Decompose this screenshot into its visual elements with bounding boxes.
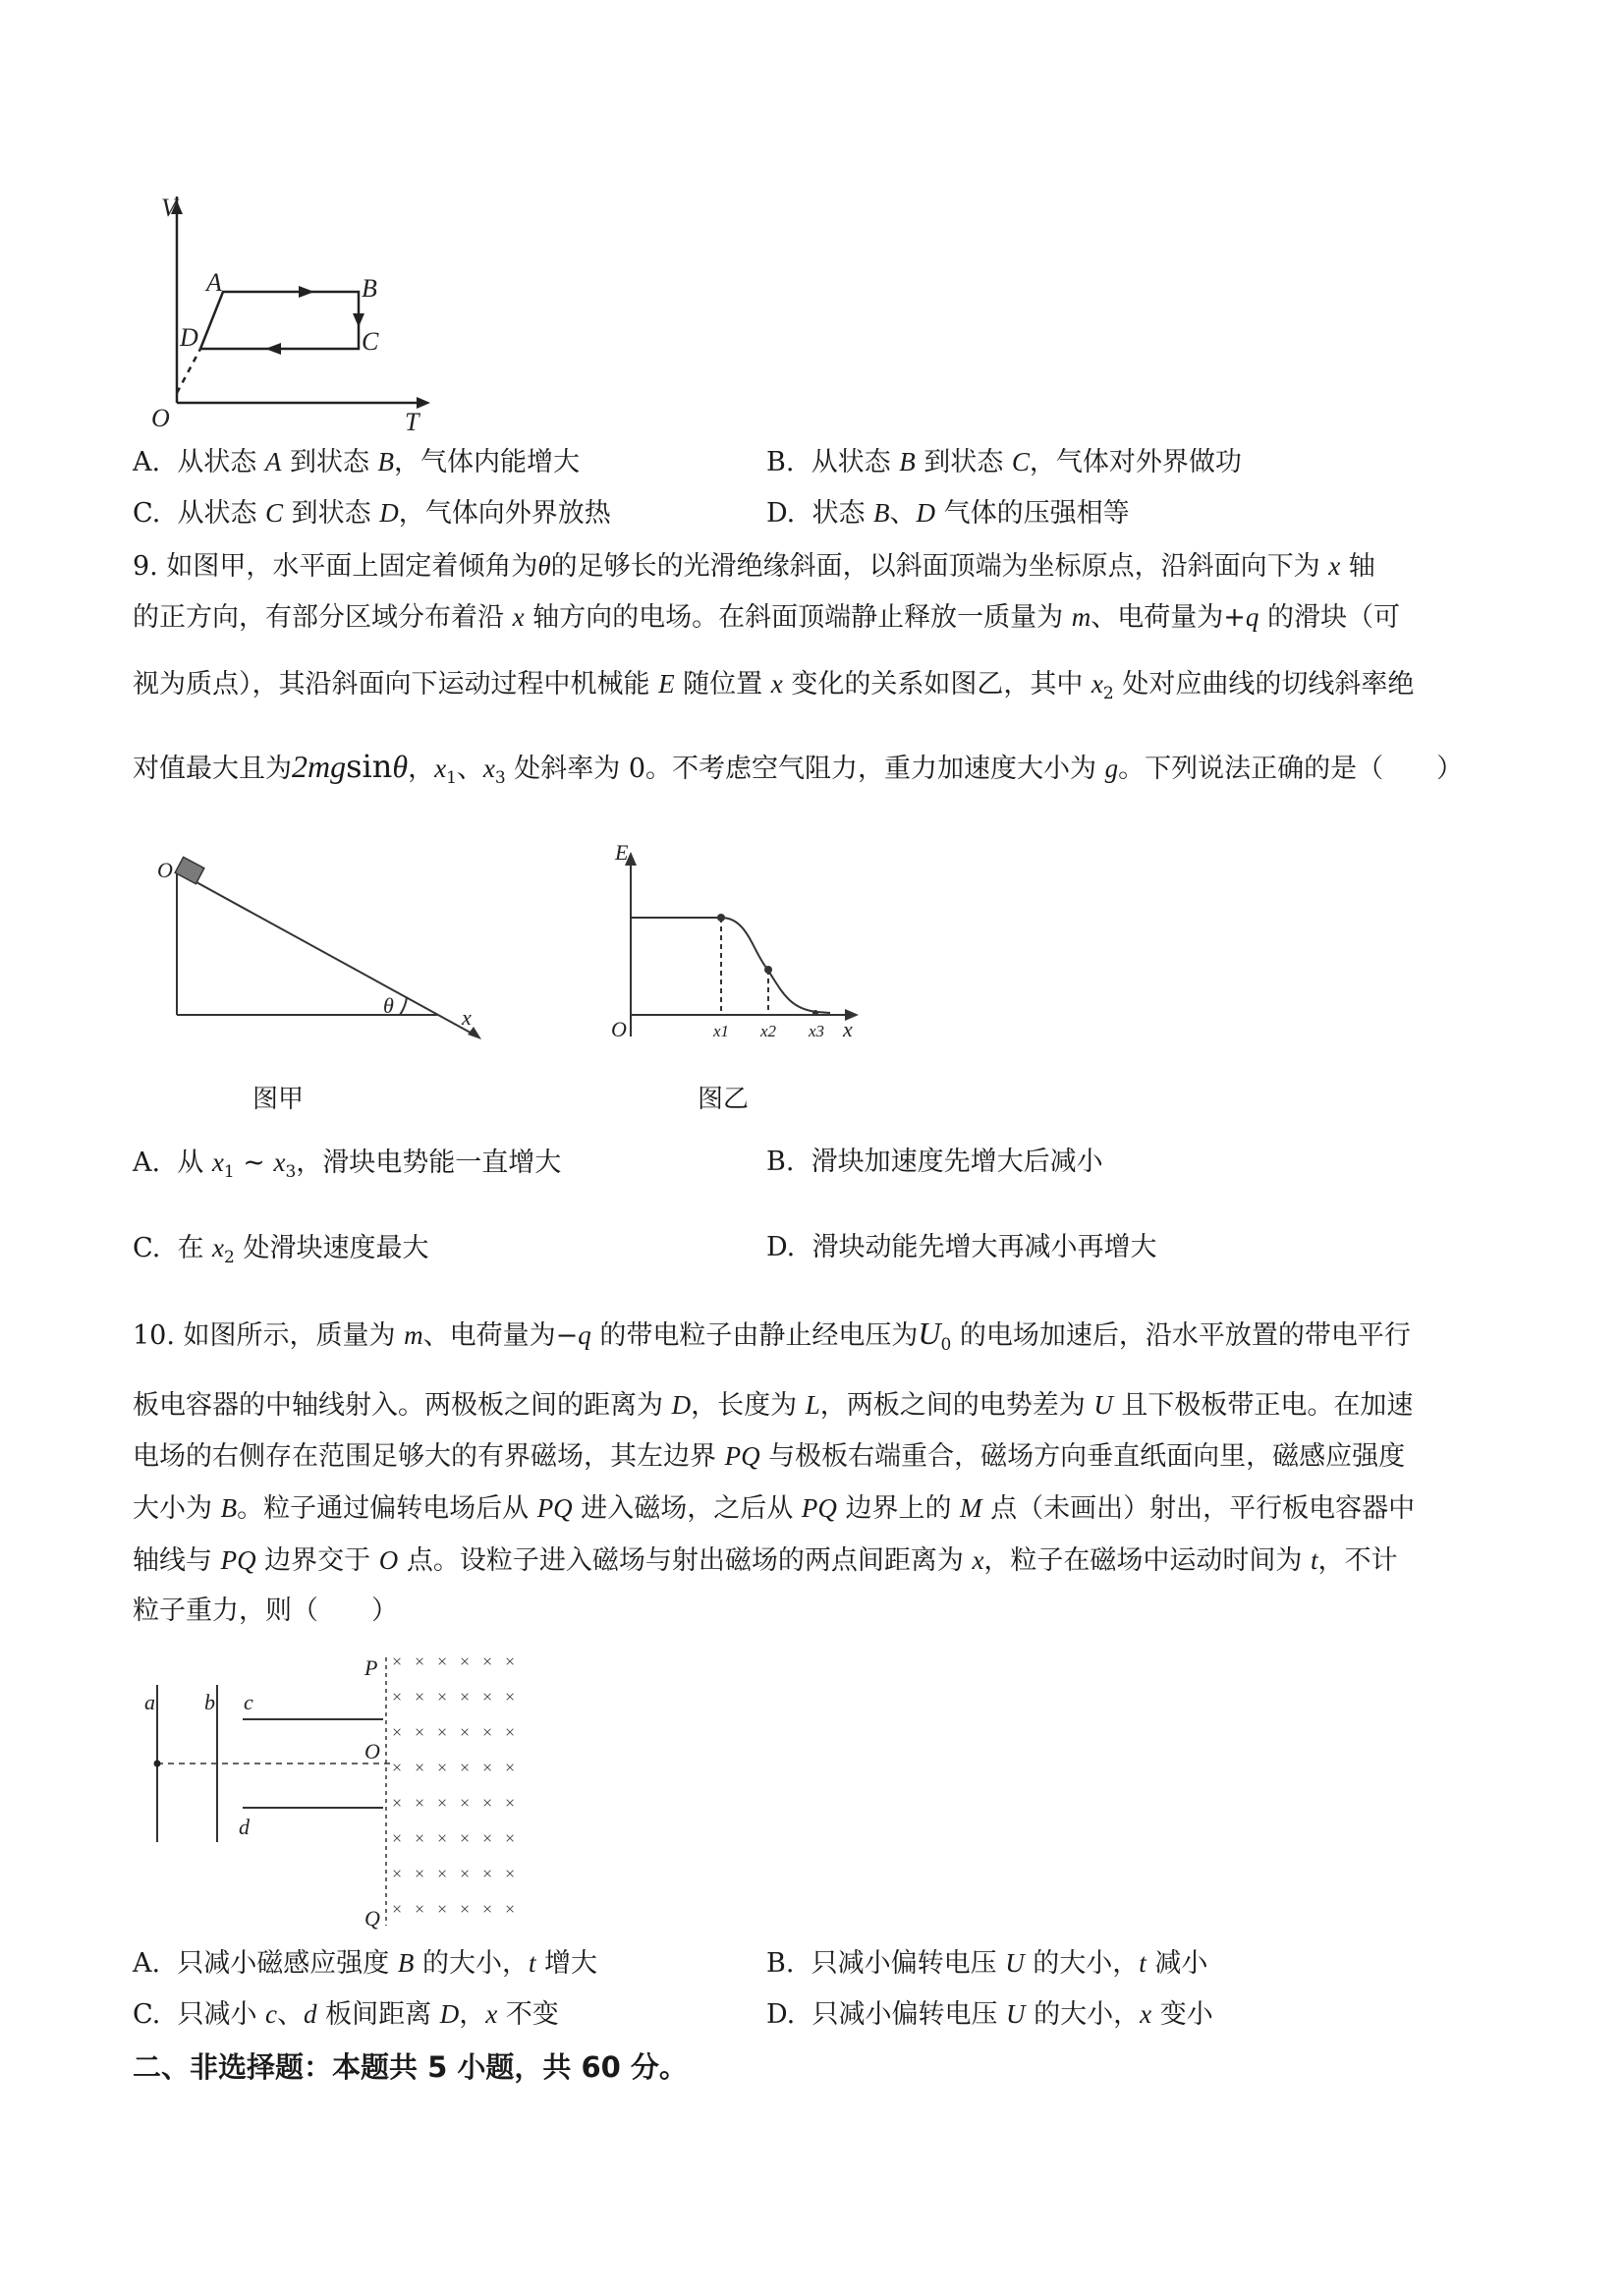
q10-stem-line-3: 电场的右侧存在范围足够大的有界磁场，其左边界 PQ 与极板右端重合，磁场方向垂直纸面向里，磁感应强度: [133, 1441, 1406, 1472]
particle-source: [154, 1761, 161, 1767]
incline-figure: [147, 840, 501, 1056]
q8-option-b: B. 从状态 B 到状态 C，气体对外界做功: [766, 447, 1242, 477]
q10-option-a: A. 只减小磁感应强度 B 的大小，t 增大: [133, 1948, 598, 1979]
q9-option-d: D. 滑块动能先增大再减小再增大: [766, 1232, 1157, 1262]
graph-origin-label: O: [611, 1017, 627, 1041]
label-d: d: [239, 1815, 250, 1839]
q9-stem-line-1: 9. 如图甲，水平面上固定着倾角为θ的足够长的光滑绝缘斜面，以斜面顶端为坐标原点，沿斜面向下为 x 轴: [133, 551, 1375, 582]
field-cross-mark: ×: [415, 1864, 425, 1883]
point-a-label: A: [206, 268, 222, 297]
figure-yi-caption: 图乙: [698, 1085, 750, 1114]
point-b-label: B: [362, 274, 377, 303]
q10-stem-line-1: 10. 如图所示，质量为 m、电荷量为−q 的带电粒子由静止经电压为$U_0$ 的电场加速后，沿水平放置的带电平行: [133, 1316, 1411, 1355]
field-cross-mark: ×: [505, 1828, 516, 1848]
field-cross-mark: ×: [392, 1687, 403, 1707]
field-cross-mark: ×: [392, 1828, 403, 1848]
cycle-path: [200, 292, 359, 349]
field-cross-mark: ×: [505, 1652, 516, 1671]
field-cross-mark: ×: [392, 1758, 403, 1777]
incline-x-label: x: [462, 1005, 472, 1030]
field-cross-mark: ×: [505, 1758, 516, 1777]
q9-stem-line-2: 的正方向，有部分区域分布着沿 x 轴方向的电场。在斜面顶端静止释放一质量为 m、电荷量为+q 的滑块（可: [133, 602, 1400, 633]
field-cross-mark: ×: [392, 1652, 403, 1671]
q9-stem-line-3: 视为质点），其沿斜面向下运动过程中机械能 E 随位置 x 变化的关系如图乙，其中 $x_2$ 处对应曲线的切线斜率绝: [133, 669, 1415, 703]
field-cross-mark: ×: [505, 1793, 516, 1813]
x1-point: [717, 914, 725, 922]
point-c-label: C: [362, 327, 379, 356]
field-cross-mark: ×: [482, 1758, 493, 1777]
field-cross-mark: ×: [482, 1652, 493, 1671]
q10-option-c: C. 只减小 c、d 板间距离 D，x 不变: [133, 1999, 559, 2030]
q8-option-d: D. 状态 B、D 气体的压强相等: [766, 498, 1130, 529]
q10-stem-line-6: 粒子重力，则（ ）: [133, 1596, 398, 1626]
x3-point: [812, 1010, 818, 1016]
q10-stem-line-2: 板电容器的中轴线射入。两极板之间的距离为 D，长度为 L，两板之间的电势差为 U 且下极板带正电。在加速: [133, 1390, 1414, 1421]
field-cross-mark: ×: [392, 1793, 403, 1813]
field-cross-mark: ×: [460, 1899, 471, 1919]
cd-arrow-icon: [265, 343, 281, 355]
field-cross-mark: ×: [460, 1687, 471, 1707]
tick-x3-label: x3: [809, 1022, 825, 1040]
field-cross-mark: ×: [392, 1899, 403, 1919]
e-axis-label: E: [615, 840, 629, 865]
incline-angle-label: θ: [383, 993, 394, 1018]
field-cross-mark: ×: [415, 1652, 425, 1671]
q8-option-c: C. 从状态 C 到状态 D，气体向外界放热: [133, 498, 611, 529]
incline-slope-axis: [177, 871, 477, 1036]
field-cross-mark: ×: [437, 1899, 448, 1919]
field-cross-mark: ×: [392, 1864, 403, 1883]
section-two-heading: 二、非选择题：本题共 5 小题，共 60 分。: [133, 2050, 688, 2084]
q9-option-b: B. 滑块加速度先增大后减小: [766, 1147, 1103, 1177]
field-cross-mark: ×: [482, 1899, 493, 1919]
q10-stem-line-4: 大小为 B。粒子通过偏转电场后从 PQ 进入磁场，之后从 PQ 边界上的 M 点（未画出）射出，平行板电容器中: [133, 1493, 1416, 1524]
field-cross-mark: ×: [460, 1652, 471, 1671]
field-cross-mark: ×: [460, 1758, 471, 1777]
q8-option-a: A. 从状态 A 到状态 B，气体内能增大: [133, 447, 581, 477]
label-q: Q: [364, 1906, 380, 1931]
capacitor-field-figure: [133, 1646, 545, 1931]
label-b: b: [204, 1690, 215, 1714]
field-cross-mark: ×: [482, 1828, 493, 1848]
field-cross-mark: ×: [415, 1758, 425, 1777]
label-c: c: [244, 1690, 253, 1714]
field-cross-mark: ×: [505, 1864, 516, 1883]
q10-option-b: B. 只减小偏转电压 U 的大小，t 减小: [766, 1948, 1208, 1979]
field-cross-mark: ×: [437, 1864, 448, 1883]
field-cross-mark: ×: [460, 1828, 471, 1848]
q9-option-c: C. 在 $x_2$ 处滑块速度最大: [133, 1233, 429, 1267]
label-a: a: [144, 1690, 155, 1714]
slider-block: [175, 857, 204, 883]
figure-jia-caption: 图甲: [252, 1085, 305, 1114]
graph-x-label: x: [843, 1017, 853, 1041]
field-cross-mark: ×: [460, 1793, 471, 1813]
field-cross-mark: ×: [505, 1687, 516, 1707]
q9-stem-line-4: 对值最大且为2mgsinθ，$x_1$、$x_3$ 处斜率为 0。不考虑空气阻力，重力加速度大小为 g。下列说法正确的是（ ）: [133, 748, 1464, 788]
field-cross-mark: ×: [482, 1722, 493, 1742]
field-cross-mark: ×: [437, 1722, 448, 1742]
t-axis-label: T: [405, 408, 420, 432]
origin-label: O: [151, 404, 170, 432]
field-cross-mark: ×: [415, 1793, 425, 1813]
x2-point: [764, 966, 772, 974]
field-cross-mark: ×: [437, 1793, 448, 1813]
tick-x2-label: x2: [760, 1022, 777, 1040]
dashed-extension: [177, 349, 200, 393]
field-cross-mark: ×: [437, 1687, 448, 1707]
q10-option-d: D. 只减小偏转电压 U 的大小，x 变小: [766, 1999, 1213, 2030]
ab-arrow-icon: [299, 286, 314, 298]
field-cross-mark: ×: [460, 1722, 471, 1742]
field-cross-mark: ×: [505, 1899, 516, 1919]
magnetic-field-crosses: [392, 1652, 515, 1919]
field-cross-mark: ×: [415, 1687, 425, 1707]
field-cross-mark: ×: [437, 1758, 448, 1777]
field-cross-mark: ×: [482, 1793, 493, 1813]
q10-stem-line-5: 轴线与 PQ 边界交于 O 点。设粒子进入磁场与射出磁场的两点间距离为 x，粒子在磁场中运动时间为 t，不计: [133, 1545, 1398, 1576]
label-o: O: [364, 1739, 380, 1764]
field-cross-mark: ×: [415, 1828, 425, 1848]
energy-position-graph: [599, 840, 865, 1056]
field-cross-mark: ×: [415, 1899, 425, 1919]
field-cross-mark: ×: [437, 1828, 448, 1848]
field-cross-mark: ×: [482, 1864, 493, 1883]
bc-arrow-icon: [353, 313, 364, 327]
tick-x1-label: x1: [713, 1022, 730, 1040]
field-cross-mark: ×: [482, 1687, 493, 1707]
energy-curve: [631, 918, 830, 1013]
incline-origin-label: O: [157, 858, 173, 882]
field-cross-mark: ×: [460, 1864, 471, 1883]
vt-diagram: [138, 196, 452, 432]
v-axis-label: V: [161, 196, 177, 222]
field-cross-mark: ×: [437, 1652, 448, 1671]
field-cross-mark: ×: [415, 1722, 425, 1742]
field-cross-mark: ×: [505, 1722, 516, 1742]
label-p: P: [364, 1655, 378, 1680]
field-cross-mark: ×: [392, 1722, 403, 1742]
angle-arc: [400, 997, 407, 1015]
point-d-label: D: [180, 323, 198, 352]
q9-option-a: A. 从 $x_1$ ~ $x_3$，滑块电势能一直增大: [133, 1148, 562, 1182]
